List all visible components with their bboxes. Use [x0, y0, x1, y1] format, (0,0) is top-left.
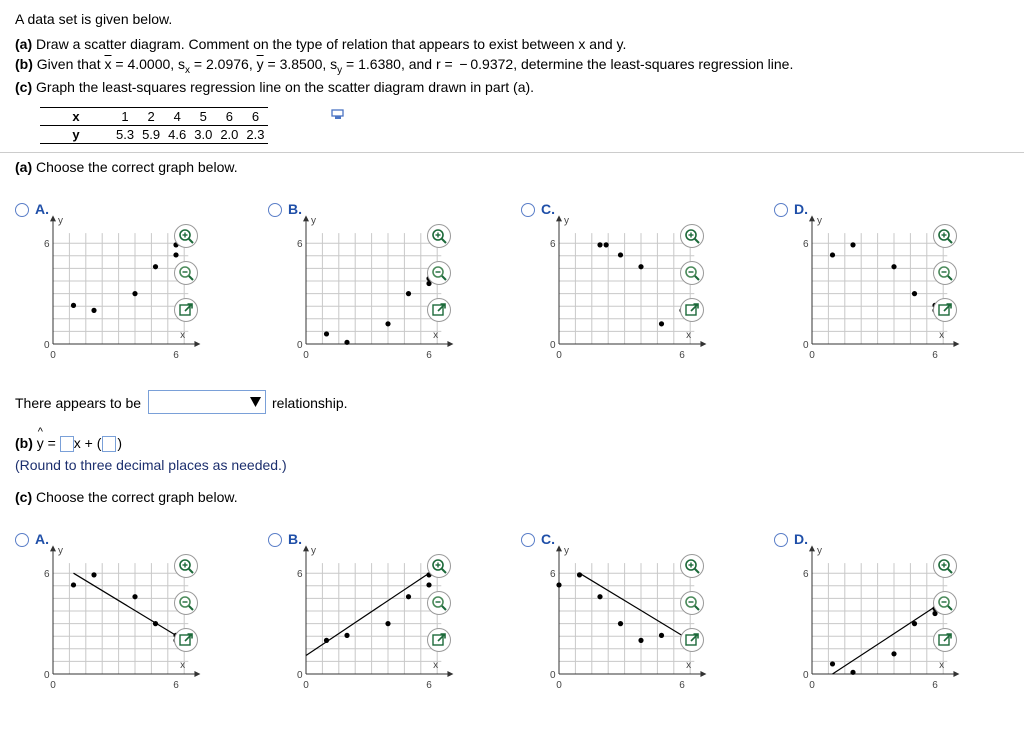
option-radio-a-c[interactable] — [521, 203, 535, 217]
table-cell: 5 — [190, 108, 216, 126]
sx-value: = 2.0976, — [190, 56, 257, 72]
option-label[interactable]: C. — [541, 201, 555, 217]
hat-icon: ^ — [37, 426, 43, 438]
part-a-statement — [15, 36, 626, 52]
table-cell: 4 — [164, 108, 190, 126]
data-point — [132, 291, 137, 296]
data-point — [344, 633, 349, 638]
open-window-button[interactable] — [680, 628, 704, 652]
data-point — [891, 264, 896, 269]
question-c-text: Choose the correct graph below. — [36, 489, 238, 505]
data-point — [406, 594, 411, 599]
divider — [0, 152, 1024, 153]
sx-subscript: x — [185, 64, 191, 76]
y-axis-label: y — [564, 215, 569, 227]
part-b-statement — [15, 56, 793, 76]
y-tick-label: 6 — [550, 569, 556, 581]
x-tick-label: 0 — [809, 350, 815, 361]
part-b-label: (b) — [15, 56, 33, 72]
slope-input[interactable] — [60, 436, 74, 452]
y-axis-arrow — [556, 215, 562, 221]
ybar-value: = 3.8500, s — [263, 56, 338, 72]
table-cell: 2 — [138, 108, 164, 126]
zoom-in-button[interactable] — [427, 554, 451, 578]
option-label[interactable]: C. — [541, 531, 555, 547]
zoom-in-icon — [937, 558, 953, 574]
y-axis-arrow — [809, 215, 815, 221]
y-tick-label: 0 — [44, 670, 50, 681]
y-tick-label: 6 — [550, 239, 556, 251]
table-row-y — [40, 126, 268, 144]
open-window-icon — [684, 302, 700, 318]
option-radio-c-d[interactable] — [774, 533, 788, 547]
zoom-in-button[interactable] — [933, 224, 957, 248]
option-label[interactable]: B. — [288, 531, 302, 547]
y-tick-label: 0 — [44, 340, 50, 351]
y-axis-label: y — [311, 215, 316, 227]
zoom-out-button[interactable] — [174, 591, 198, 615]
zoom-in-button[interactable] — [427, 224, 451, 248]
table-head-x: x — [40, 108, 112, 126]
open-window-icon — [937, 632, 953, 648]
x-axis-label: x — [180, 330, 186, 341]
scatter-chart-a-a — [25, 215, 186, 376]
y-axis-arrow — [303, 545, 309, 551]
question-a-text: Choose the correct graph below. — [36, 159, 238, 175]
y-axis-arrow — [50, 545, 56, 551]
intercept-input[interactable] — [102, 436, 116, 452]
sy-subscript: y — [337, 64, 343, 76]
data-point — [618, 252, 623, 257]
x-tick-label: 6 — [426, 350, 432, 361]
option-label[interactable]: B. — [288, 201, 302, 217]
x-tick-label: 0 — [50, 680, 56, 691]
data-point — [324, 638, 329, 643]
scatter-chart-c-d — [784, 545, 945, 706]
open-window-icon — [178, 302, 194, 318]
x-axis-label: x — [433, 660, 439, 671]
option-label[interactable]: D. — [794, 201, 808, 217]
data-point — [426, 582, 431, 587]
open-window-icon — [431, 632, 447, 648]
open-window-button[interactable] — [174, 628, 198, 652]
data-point — [830, 252, 835, 257]
x-tick-label: 0 — [556, 680, 562, 691]
y-tick-label: 6 — [803, 569, 809, 581]
x-axis-label: x — [180, 660, 186, 671]
table-cell: 5.9 — [138, 126, 164, 144]
x-axis-label: x — [939, 330, 945, 341]
open-window-button[interactable] — [933, 628, 957, 652]
table-head-y: y — [40, 126, 112, 144]
data-point — [638, 638, 643, 643]
zoom-out-button[interactable] — [680, 591, 704, 615]
y-tick-label: 6 — [297, 569, 303, 581]
part-b-pre: Given that — [36, 56, 105, 72]
y-axis-label: y — [311, 545, 316, 557]
y-tick-label: 0 — [297, 340, 303, 351]
zoom-out-icon — [684, 265, 700, 281]
zoom-in-button[interactable] — [174, 554, 198, 578]
data-point — [597, 594, 602, 599]
data-table — [40, 107, 268, 144]
part-c-label: (c) — [15, 79, 33, 95]
zoom-in-icon — [431, 558, 447, 574]
data-point — [912, 621, 917, 626]
y-tick-label: 0 — [550, 670, 556, 681]
x-axis-label: x — [433, 330, 439, 341]
scatter-chart-c-a — [25, 545, 186, 706]
regression-line — [833, 607, 936, 674]
question-b — [15, 426, 123, 452]
relation-suffix: relationship. — [272, 395, 348, 411]
y-axis-label: y — [817, 215, 822, 227]
copy-data-icon[interactable] — [331, 109, 345, 121]
y-axis-label: y — [58, 545, 63, 557]
x-axis-arrow — [194, 341, 200, 347]
table-cell: 6 — [216, 108, 242, 126]
scatter-chart-c-b — [278, 545, 439, 706]
data-point — [132, 594, 137, 599]
zoom-out-button[interactable] — [174, 261, 198, 285]
x-plus: x + — [73, 435, 93, 451]
table-cell: 5.3 — [112, 126, 138, 144]
zoom-in-button[interactable] — [680, 224, 704, 248]
zoom-out-icon — [937, 595, 953, 611]
x-tick-label: 0 — [50, 350, 56, 361]
x-axis-arrow — [953, 341, 959, 347]
x-axis-arrow — [953, 671, 959, 677]
intro-text: A data set is given below. — [15, 11, 173, 27]
round-note: (Round to three decimal places as needed.) — [15, 457, 287, 473]
zoom-in-icon — [431, 228, 447, 244]
xbar-value: = 4.0000, s — [111, 56, 186, 72]
data-point — [71, 303, 76, 308]
zoom-out-button[interactable] — [427, 591, 451, 615]
zoom-in-icon — [178, 228, 194, 244]
open-window-button[interactable] — [427, 628, 451, 652]
zoom-in-icon — [937, 228, 953, 244]
zoom-in-icon — [178, 558, 194, 574]
open-window-icon — [178, 632, 194, 648]
table-cell: 2.0 — [216, 126, 242, 144]
zoom-out-icon — [684, 595, 700, 611]
part-a-text: Draw a scatter diagram. Comment on the type of relation that appears to exist between x and y. — [36, 36, 627, 52]
zoom-out-icon — [431, 265, 447, 281]
zoom-in-icon — [684, 228, 700, 244]
x-axis-arrow — [700, 671, 706, 677]
y-tick-label: 6 — [44, 239, 50, 251]
scatter-chart-a-d — [784, 215, 945, 376]
xbar-symbol: $\overline{x}$ — [104, 56, 112, 72]
data-point — [153, 621, 158, 626]
option-radio-a-a[interactable] — [15, 203, 29, 217]
table-cell: 3.0 — [190, 126, 216, 144]
x-tick-label: 0 — [303, 680, 309, 691]
zoom-out-icon — [178, 265, 194, 281]
question-c — [15, 489, 238, 505]
x-tick-label: 6 — [932, 680, 938, 691]
y-tick-label: 0 — [550, 340, 556, 351]
table-cell: 6 — [242, 108, 268, 126]
y-axis-arrow — [50, 215, 56, 221]
y-tick-label: 0 — [803, 340, 809, 351]
data-point — [850, 242, 855, 247]
x-tick-label: 6 — [932, 350, 938, 361]
data-point — [577, 572, 582, 577]
open-window-button[interactable] — [427, 298, 451, 322]
y-axis-label: y — [564, 545, 569, 557]
option-label[interactable]: A. — [35, 531, 49, 547]
option-radio-c-b[interactable] — [268, 533, 282, 547]
scatter-chart-a-b — [278, 215, 439, 376]
data-point — [597, 242, 602, 247]
data-point — [153, 264, 158, 269]
data-point — [406, 291, 411, 296]
data-point — [659, 633, 664, 638]
data-point — [385, 621, 390, 626]
option-radio-c-a[interactable] — [15, 533, 29, 547]
zoom-in-button[interactable] — [933, 554, 957, 578]
part-c-text: Graph the least-squares regression line on the scatter diagram drawn in part (a). — [36, 79, 535, 95]
open-window-button[interactable] — [174, 298, 198, 322]
zoom-out-button[interactable] — [680, 261, 704, 285]
x-tick-label: 0 — [556, 350, 562, 361]
option-label[interactable]: D. — [794, 531, 808, 547]
x-tick-label: 6 — [426, 680, 432, 691]
data-point — [556, 582, 561, 587]
regression-line — [74, 573, 177, 635]
dropdown-arrow-icon[interactable] — [249, 395, 262, 409]
y-axis-arrow — [556, 545, 562, 551]
scatter-chart-c-c — [531, 545, 692, 706]
x-axis-arrow — [700, 341, 706, 347]
yhat-symbol: y ^ — [36, 426, 44, 451]
open-window-button[interactable] — [680, 298, 704, 322]
y-tick-label: 0 — [803, 670, 809, 681]
x-tick-label: 6 — [679, 350, 685, 361]
zoom-out-button[interactable] — [933, 261, 957, 285]
data-point — [173, 252, 178, 257]
option-radio-c-c[interactable] — [521, 533, 535, 547]
zoom-in-icon — [684, 558, 700, 574]
x-axis-label: x — [939, 660, 945, 671]
y-axis-arrow — [303, 215, 309, 221]
part-c-statement — [15, 79, 534, 95]
x-tick-label: 6 — [679, 680, 685, 691]
y-axis-label: y — [58, 215, 63, 227]
zoom-in-button[interactable] — [174, 224, 198, 248]
data-point — [91, 308, 96, 313]
open-window-icon — [684, 632, 700, 648]
zoom-out-button[interactable] — [933, 591, 957, 615]
data-point — [385, 321, 390, 326]
x-axis-label: x — [686, 330, 692, 341]
option-radio-a-b[interactable] — [268, 203, 282, 217]
data-point — [71, 582, 76, 587]
data-point — [850, 670, 855, 675]
question-b-label: (b) — [15, 435, 33, 451]
data-point — [638, 264, 643, 269]
data-point — [891, 651, 896, 656]
zoom-in-button[interactable] — [680, 554, 704, 578]
data-point — [912, 291, 917, 296]
data-point — [618, 621, 623, 626]
table-row-x — [40, 108, 268, 126]
scatter-chart-a-c — [531, 215, 692, 376]
x-tick-label: 0 — [809, 680, 815, 691]
zoom-out-icon — [178, 595, 194, 611]
ybar-symbol: $\overline{y}$ — [256, 56, 264, 72]
data-point — [91, 572, 96, 577]
x-axis-arrow — [447, 671, 453, 677]
regression-line — [580, 573, 683, 635]
table-cell: 4.6 — [164, 126, 190, 144]
x-axis-arrow — [447, 341, 453, 347]
zoom-out-icon — [937, 265, 953, 281]
y-axis-arrow — [809, 545, 815, 551]
table-cell: 2.3 — [242, 126, 268, 144]
y-tick-label: 6 — [803, 239, 809, 251]
open-window-icon — [431, 302, 447, 318]
question-c-label: (c) — [15, 489, 33, 505]
option-label[interactable]: A. — [35, 201, 49, 217]
relation-prefix: There appears to be — [15, 395, 142, 411]
y-tick-label: 6 — [297, 239, 303, 251]
equals-sign: = — [43, 435, 56, 451]
data-point — [830, 661, 835, 666]
y-tick-label: 0 — [297, 670, 303, 681]
x-axis-arrow — [194, 671, 200, 677]
question-a — [15, 159, 238, 175]
open-window-icon — [937, 302, 953, 318]
zoom-out-icon — [431, 595, 447, 611]
zoom-out-button[interactable] — [427, 261, 451, 285]
data-point — [324, 331, 329, 336]
x-axis-label: x — [686, 660, 692, 671]
intercept-paren: ( ) — [96, 435, 123, 451]
x-tick-label: 6 — [173, 680, 179, 691]
option-radio-a-d[interactable] — [774, 203, 788, 217]
y-tick-label: 6 — [44, 569, 50, 581]
data-point — [659, 321, 664, 326]
data-point — [604, 242, 609, 247]
data-point — [344, 340, 349, 345]
open-window-button[interactable] — [933, 298, 957, 322]
table-cell: 1 — [112, 108, 138, 126]
relationship-dropdown[interactable] — [148, 390, 266, 414]
question-a-label: (a) — [15, 159, 33, 175]
x-tick-label: 0 — [303, 350, 309, 361]
sy-value: = 1.6380, and r = − 0.9372, determine the least-squares regression line. — [342, 56, 794, 72]
part-a-label: (a) — [15, 36, 33, 52]
y-axis-label: y — [817, 545, 822, 557]
x-tick-label: 6 — [173, 350, 179, 361]
